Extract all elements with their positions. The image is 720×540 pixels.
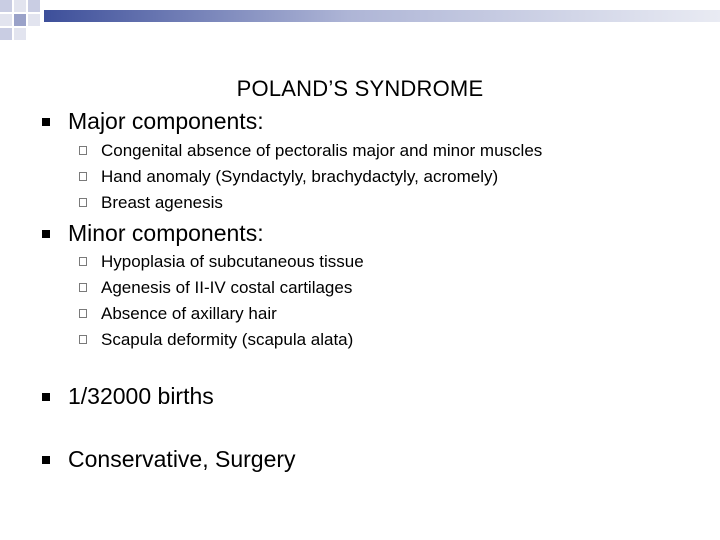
checkbox-bullet-icon bbox=[79, 172, 87, 181]
header-decoration bbox=[0, 0, 720, 50]
minor-components-label: Minor components: bbox=[68, 220, 264, 246]
sub-bullet-text: Agenesis of II-IV costal cartilages bbox=[101, 278, 353, 297]
sub-bullet-text: Scapula deformity (scapula alata) bbox=[101, 330, 354, 349]
slide-title bbox=[0, 76, 720, 102]
sub-bullet-text: Hand anomaly (Syndactyly, brachydactyly, acromely) bbox=[101, 167, 499, 186]
checkbox-bullet-icon bbox=[79, 283, 87, 292]
square-bullet-icon bbox=[42, 393, 50, 401]
major-components-label: Major components: bbox=[68, 108, 264, 134]
sub-bullet-text: Breast agenesis bbox=[101, 193, 223, 212]
sub-bullet-text: Hypoplasia of subcutaneous tissue bbox=[101, 252, 364, 271]
incidence-text: 1/32000 births bbox=[68, 383, 214, 409]
checkbox-bullet-icon bbox=[79, 335, 87, 344]
checkbox-bullet-icon bbox=[79, 257, 87, 266]
sub-bullet-text: Absence of axillary hair bbox=[101, 304, 277, 323]
slide-title-text: POLAND’S SYNDROME bbox=[236, 76, 484, 101]
checkbox-bullet-icon bbox=[79, 146, 87, 155]
treatment-text: Conservative, Surgery bbox=[68, 446, 296, 472]
checkbox-bullet-icon bbox=[79, 309, 87, 318]
sub-bullet-text: Congenital absence of pectoralis major and minor muscles bbox=[101, 141, 543, 160]
square-bullet-icon bbox=[42, 118, 50, 126]
square-bullet-icon bbox=[42, 456, 50, 464]
square-bullet-icon bbox=[42, 230, 50, 238]
checkbox-bullet-icon bbox=[79, 198, 87, 207]
